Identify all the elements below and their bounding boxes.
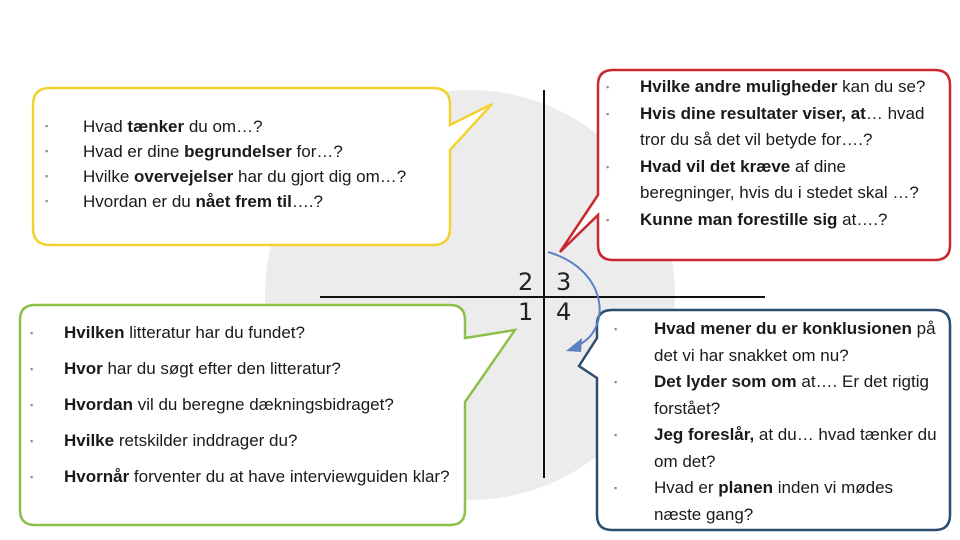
question-text-emphasis: Hvis dine resultater viser, at — [640, 103, 866, 123]
question-text-plain: har du gjort dig om…? — [233, 167, 407, 186]
question-text-plain: Hvordan er du — [83, 192, 196, 211]
question-text-plain: på det vi har snakket om nu? — [654, 319, 936, 365]
question-text-emphasis: Hvilke — [64, 431, 115, 450]
top-right-question-item — [606, 101, 941, 154]
top-left-question-item — [45, 114, 440, 139]
question-text — [83, 167, 406, 186]
bottom-left-question-list — [30, 315, 450, 495]
bullet-icon: ▪ — [606, 161, 610, 172]
question-text — [83, 192, 323, 211]
bullet-icon: ▪ — [30, 328, 34, 338]
question-text — [64, 323, 305, 342]
bullet-icon: ▪ — [614, 430, 618, 440]
bottom-right-question-item — [614, 475, 939, 528]
bottom-left-question-item — [30, 459, 450, 495]
bullet-icon: ▪ — [30, 364, 34, 374]
question-text-plain: af dine beregninger, hvis du i stedet skal …? — [640, 156, 919, 202]
question-text-emphasis: begrundelser — [184, 142, 292, 161]
question-text — [64, 359, 341, 378]
question-text-plain: Hvad er — [654, 478, 719, 497]
quadrant-2-label: 2 — [518, 268, 535, 296]
question-text-plain: for…? — [291, 142, 343, 161]
question-text-emphasis: Hvornår — [64, 467, 130, 486]
bullet-icon: ▪ — [614, 377, 618, 387]
bullet-icon: ▪ — [614, 483, 618, 493]
bullet-icon: ▪ — [614, 324, 618, 334]
question-text-emphasis: nået frem til — [195, 192, 292, 211]
top-right-question-list — [606, 74, 941, 233]
bottom-left-question-item — [30, 423, 450, 459]
quadrant-3-label: 3 — [556, 268, 573, 296]
bottom-left-question-item — [30, 387, 450, 423]
top-right-question-item — [606, 207, 941, 234]
question-text — [640, 210, 888, 229]
question-text-emphasis: Det lyder som om — [654, 372, 797, 391]
question-text-emphasis: tænker — [127, 117, 185, 136]
question-text-emphasis: Hvilke andre muligheder — [640, 77, 838, 96]
question-text — [64, 395, 394, 414]
question-text-plain: retskilder inddrager du? — [114, 431, 298, 450]
question-text-plain: vil du beregne dækningsbidraget? — [132, 395, 394, 414]
bullet-icon: ▪ — [30, 436, 34, 446]
question-text-emphasis: Hvad vil det kræve — [640, 156, 791, 176]
top-left-question-item — [45, 164, 440, 189]
question-text-plain: Hvad — [83, 117, 128, 136]
bullet-icon: ▪ — [30, 472, 34, 482]
question-text-plain: litteratur har du fundet? — [124, 323, 305, 342]
bullet-icon: ▪ — [606, 214, 610, 225]
bullet-icon: ▪ — [606, 82, 610, 92]
bullet-icon: ▪ — [30, 400, 34, 410]
bottom-left-question-item — [30, 351, 450, 387]
quadrant-1-label: 1 — [518, 298, 535, 326]
question-text-plain: har du søgt efter den litteratur? — [102, 359, 341, 378]
question-text-plain: forventer du at have interviewguiden klar? — [129, 467, 450, 486]
question-text — [654, 425, 937, 471]
quadrant-4-label: 4 — [556, 298, 573, 326]
question-text-emphasis: Kunne man forestille sig — [640, 209, 838, 229]
question-text — [654, 319, 936, 365]
question-text-emphasis: Hvad mener du er konklusionen — [654, 319, 912, 338]
question-text-emphasis: Hvor — [64, 359, 103, 378]
bottom-right-question-item — [614, 369, 939, 422]
question-text-emphasis: overvejelser — [134, 167, 234, 186]
question-text — [64, 467, 450, 486]
question-text-plain: ….? — [291, 192, 323, 211]
question-text-emphasis: Jeg foreslår, — [654, 425, 755, 444]
bullet-icon: ▪ — [606, 108, 610, 119]
bullet-icon: ▪ — [45, 121, 49, 131]
question-text-plain: Hvad er dine — [83, 142, 185, 161]
bottom-right-question-list — [614, 316, 939, 528]
question-text — [64, 431, 297, 450]
top-left-question-item — [45, 189, 440, 214]
bullet-icon: ▪ — [45, 196, 49, 206]
top-left-question-list — [45, 114, 440, 214]
question-text — [640, 104, 924, 150]
top-right-question-item — [606, 74, 941, 101]
question-text-emphasis: Hvordan — [64, 395, 133, 414]
question-text-plain: at…. Er det rigtig forstået? — [654, 372, 929, 418]
question-text-emphasis: planen — [718, 478, 774, 497]
bottom-right-question-item — [614, 316, 939, 369]
top-left-question-item — [45, 139, 440, 164]
question-text-plain: inden vi mødes næste gang? — [654, 478, 894, 524]
question-text-plain: at du… hvad tænker du om det? — [654, 425, 937, 471]
question-text-plain: kan du se? — [837, 77, 926, 96]
question-text — [83, 117, 263, 136]
bullet-icon: ▪ — [45, 171, 49, 181]
bullet-icon: ▪ — [45, 146, 49, 156]
question-text — [83, 142, 343, 161]
bottom-right-question-item — [614, 422, 939, 475]
question-text — [640, 157, 919, 203]
top-right-question-item — [606, 154, 941, 207]
question-text — [640, 77, 925, 96]
question-text-plain: du om…? — [184, 117, 263, 136]
question-text-plain: … hvad tror du så det vil betyde for….? — [640, 103, 925, 149]
question-text-emphasis: Hvilken — [64, 323, 125, 342]
bottom-left-question-item — [30, 315, 450, 351]
question-text-plain: Hvilke — [83, 167, 135, 186]
question-text-plain: at….? — [837, 209, 888, 229]
question-text — [654, 372, 929, 418]
question-text — [654, 478, 893, 524]
